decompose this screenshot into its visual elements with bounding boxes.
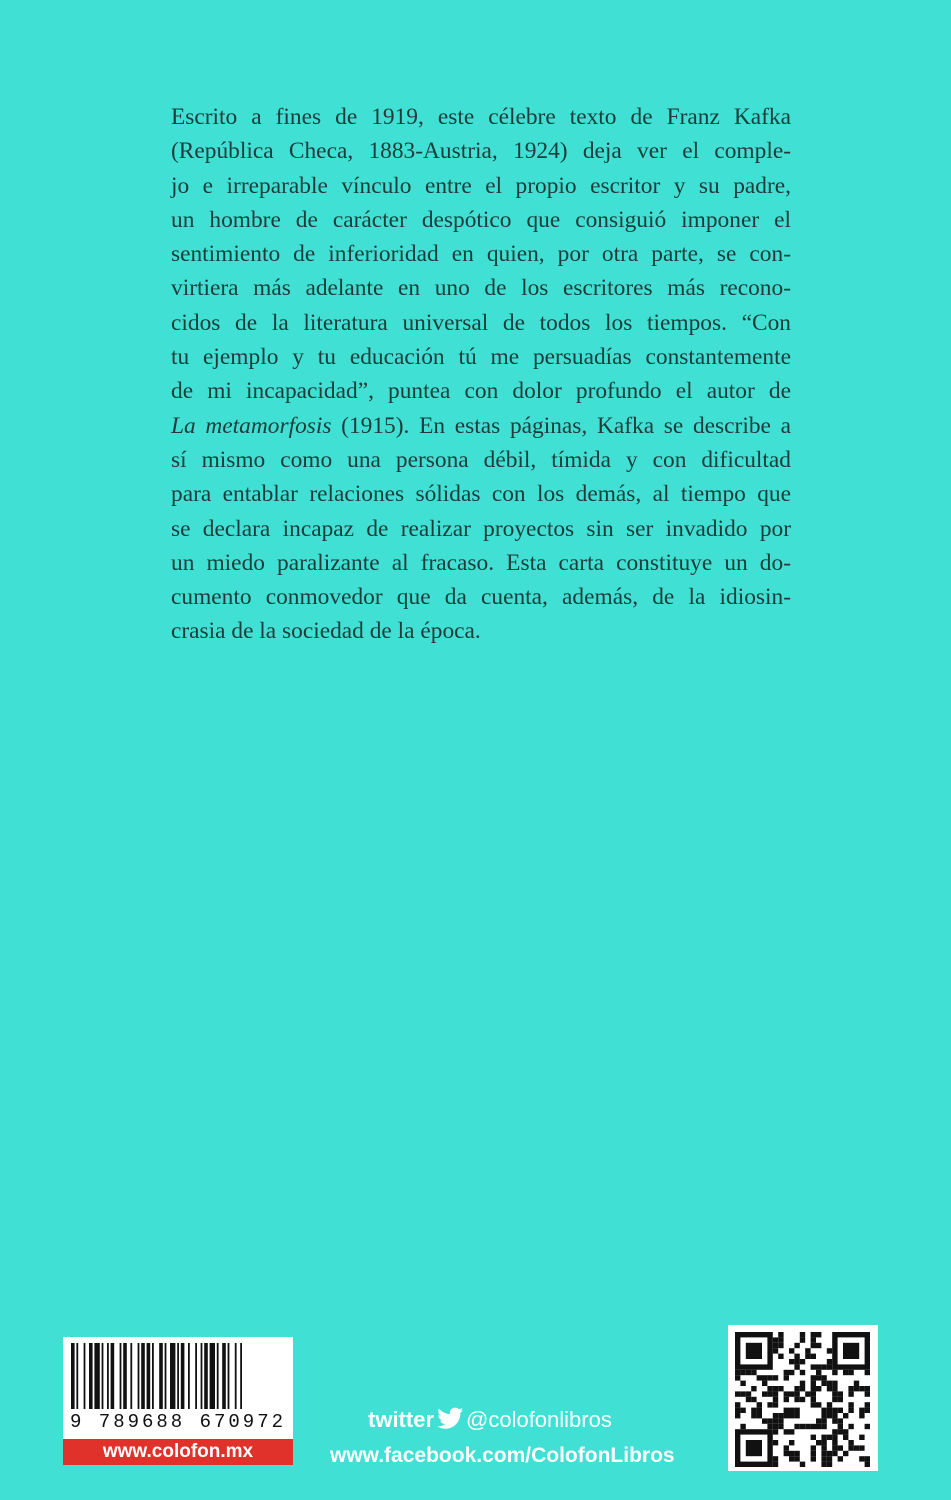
- isbn-number: 9 789688 670972: [69, 1411, 287, 1433]
- synopsis-line: cidos de la literatura universal de todos los tiempos. “Con: [171, 309, 791, 336]
- synopsis-line: sí mismo como una persona débil, tímida y con dificultad: [171, 446, 791, 473]
- synopsis-line: virtiera más adelante en uno de los escritores más recono-: [171, 275, 791, 302]
- synopsis-line: jo e irreparable vínculo entre el propio escritor y su padre,: [171, 172, 791, 199]
- synopsis-line: (República Checa, 1883-Austria, 1924) deja ver el comple-: [171, 138, 791, 165]
- synopsis-line: sentimiento de inferioridad en quien, por otra parte, se con-: [171, 241, 791, 268]
- barcode-box: [63, 1337, 293, 1439]
- facebook-link[interactable]: www.facebook.com/ColofonLibros: [330, 1444, 675, 1467]
- twitter-handle[interactable]: @colofonlibros: [466, 1407, 612, 1432]
- book-title-italic: La metamorfosis: [171, 412, 332, 439]
- twitter-line: [368, 1405, 612, 1439]
- twitter-logo-text: twitter: [368, 1407, 434, 1432]
- synopsis-line: de mi incapacidad”, puntea con dolor profundo el autor de: [171, 378, 791, 405]
- synopsis-line: Escrito a fines de 1919, este célebre texto de Franz Kafka: [171, 104, 791, 130]
- synopsis-line: cumento conmovedor que da cuenta, además, de la idiosin-: [171, 584, 791, 611]
- isbn-barcode: [63, 1337, 293, 1467]
- website-link[interactable]: www.colofon.mx: [63, 1439, 293, 1465]
- synopsis-text: [171, 100, 791, 649]
- twitter-bird-icon: [436, 1407, 464, 1439]
- synopsis-line: se declara incapaz de realizar proyectos sin ser invadido por: [171, 515, 791, 542]
- qr-code-pattern: [728, 1325, 878, 1471]
- synopsis-line: para entablar relaciones sólidas con los demás, al tiempo que: [171, 481, 791, 508]
- qr-code-icon: [728, 1325, 878, 1471]
- synopsis-line-rest: (1915). En estas páginas, Kafka se describe a: [331, 412, 791, 439]
- synopsis-line: un hombre de carácter despótico que consiguió imponer el: [171, 206, 791, 233]
- barcode-icon: [71, 1343, 285, 1409]
- synopsis-line: tu ejemplo y tu educación tú me persuadías constantemente: [171, 344, 791, 371]
- synopsis-line: [171, 409, 791, 443]
- synopsis-line-last: crasia de la sociedad de la época.: [171, 618, 481, 645]
- synopsis-line: un miedo paralizante al fracaso. Esta carta constituye un do-: [171, 549, 791, 576]
